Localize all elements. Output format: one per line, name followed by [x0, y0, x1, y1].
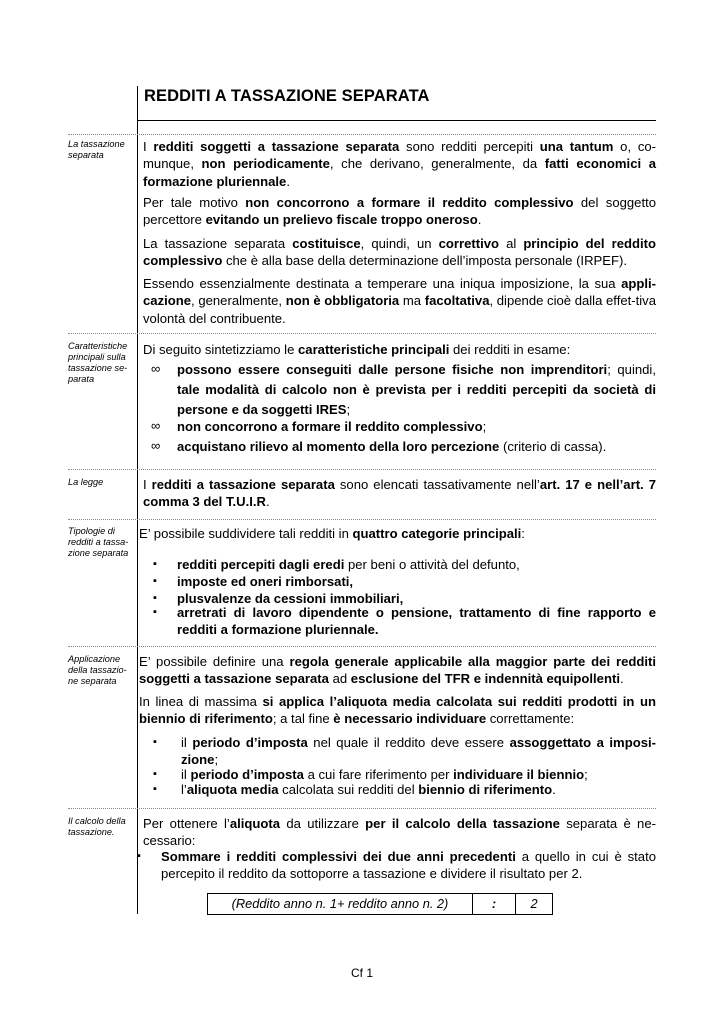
- section-separator: [68, 808, 656, 809]
- list-item: ▪ imposte ed oneri rimborsati,: [153, 574, 354, 589]
- list-item: ▪ plusvalenze da cessioni immobiliari,: [153, 591, 404, 606]
- list-item: ▪ redditi percepiti dagli eredi per beni o attività del defunto,: [153, 557, 520, 572]
- list-item: ▪ Sommare i redditi complessivi dei due anni precedenti a quello in cui è stato percepito il reddito da sottoporre a tassazione e dividere il risultato per 2.: [137, 849, 656, 882]
- list-item: ∞ acquistano rilievo al momento della loro percezione (criterio di cassa).: [151, 438, 607, 454]
- infinity-bullet-icon: ∞: [151, 361, 161, 376]
- margin-rule: [137, 86, 138, 914]
- square-bullet-icon: ▪: [153, 592, 157, 604]
- list-item: ∞ possono essere conseguiti dalle persone fisiche non imprenditori; quindi, tale modalità di calcolo non è prevista per i redditi percepiti da società di persone e da soggetti IRES;: [151, 361, 656, 417]
- sidenote-tassazione-separata: La tassazione separata: [68, 139, 125, 160]
- list-item: ▪ il periodo d’imposta nel quale il reddito deve essere assoggettato a imposi-zione;: [153, 735, 656, 768]
- paragraph-categorie-intro: E’ possibile suddividere tali redditi in quattro categorie principali:: [139, 526, 525, 541]
- paragraph-calcolo: Per ottenere l’aliquota da utilizzare per il calcolo della tassazione separata è ne-cessario:: [143, 816, 656, 849]
- sidenote-legge: La legge: [68, 477, 104, 487]
- sidenote-tipologie: Tipologie di redditi a tassa-zione separata: [68, 526, 129, 558]
- sidenote-applicazione: Applicazione della tassazio-ne separata: [68, 654, 127, 686]
- list-item: ∞ non concorrono a formare il reddito complessivo;: [151, 418, 487, 434]
- paragraph-correttivo: La tassazione separata costituisce, quindi, un correttivo al principio del reddito complessivo che è alla base della determinazione dell’imposta personale (IRPEF).: [143, 236, 656, 269]
- paragraph-definition: I redditi soggetti a tassazione separata sono redditi percepiti una tantum o, co-munque, non periodicamente, che derivano, generalmente, da fatti economici a formazione pluriennale.: [143, 139, 657, 189]
- page-title: REDDITI A TASSAZIONE SEPARATA: [144, 87, 430, 105]
- paragraph-aliquota-media: In linea di massima si applica l’aliquota media calcolata sui redditi prodotti in un biennio di riferimento; a tal fine è necessario individuare correttamente:: [139, 694, 656, 727]
- section-separator: [68, 469, 656, 470]
- square-bullet-icon: ▪: [153, 558, 157, 570]
- square-bullet-icon: ▪: [153, 736, 157, 748]
- paragraph-legge: I redditi a tassazione separata sono elencati tassativamente nell’art. 17 e nell’art. 7 comma 3 del T.U.I.R.: [143, 477, 656, 510]
- sidenote-calcolo: Il calcolo della tassazione.: [68, 816, 126, 837]
- square-bullet-icon: ▪: [153, 783, 157, 795]
- list-item: ▪ arretrati di lavoro dipendente o pensione, trattamento di fine rapporto e redditi a formazione pluriennale.: [153, 605, 656, 638]
- square-bullet-icon: ▪: [153, 575, 157, 587]
- square-bullet-icon: ▪: [153, 606, 157, 618]
- title-underline: [137, 120, 656, 121]
- paragraph-motivation: Per tale motivo non concorrono a formare il reddito complessivo del soggetto percettore evitando un prelievo fiscale troppo oneroso.: [143, 195, 657, 228]
- section-separator: [68, 646, 656, 647]
- list-item: ▪ l’aliquota media calcolata sui redditi del biennio di riferimento.: [153, 782, 556, 797]
- section-separator: [68, 519, 656, 520]
- list-item: ▪ il periodo d’imposta a cui fare riferimento per individuare il biennio;: [153, 767, 588, 782]
- paragraph-caratteristiche-intro: Di seguito sintetizziamo le caratteristiche principali dei redditi in esame:: [143, 342, 571, 357]
- infinity-bullet-icon: ∞: [151, 438, 161, 453]
- formula-operator: :: [473, 894, 516, 914]
- formula-expression: (Reddito anno n. 1+ reddito anno n. 2): [208, 894, 473, 914]
- infinity-bullet-icon: ∞: [151, 418, 161, 433]
- paragraph-facoltativa: Essendo essenzialmente destinata a temperare una iniqua imposizione, la sua appli-cazione, generalmente, non è obbligatoria ma facoltativa, dipende cioè dalla effet-tiva volontà del contribuente.: [143, 276, 657, 326]
- sidenote-caratteristiche: Caratteristiche principali sulla tassazione se-parata: [68, 341, 128, 384]
- formula-box: [207, 893, 553, 915]
- square-bullet-icon: ▪: [137, 850, 141, 862]
- paragraph-regola-generale: E’ possibile definire una regola generale applicabile alla maggior parte dei redditi soggetti a tassazione separata ad esclusione del TFR e indennità equipollenti.: [139, 654, 657, 687]
- section-separator: [68, 333, 656, 334]
- page-footer: Cf 1: [350, 966, 373, 980]
- square-bullet-icon: ▪: [153, 768, 157, 780]
- formula-divisor: 2: [530, 896, 538, 911]
- section-separator: [68, 134, 656, 135]
